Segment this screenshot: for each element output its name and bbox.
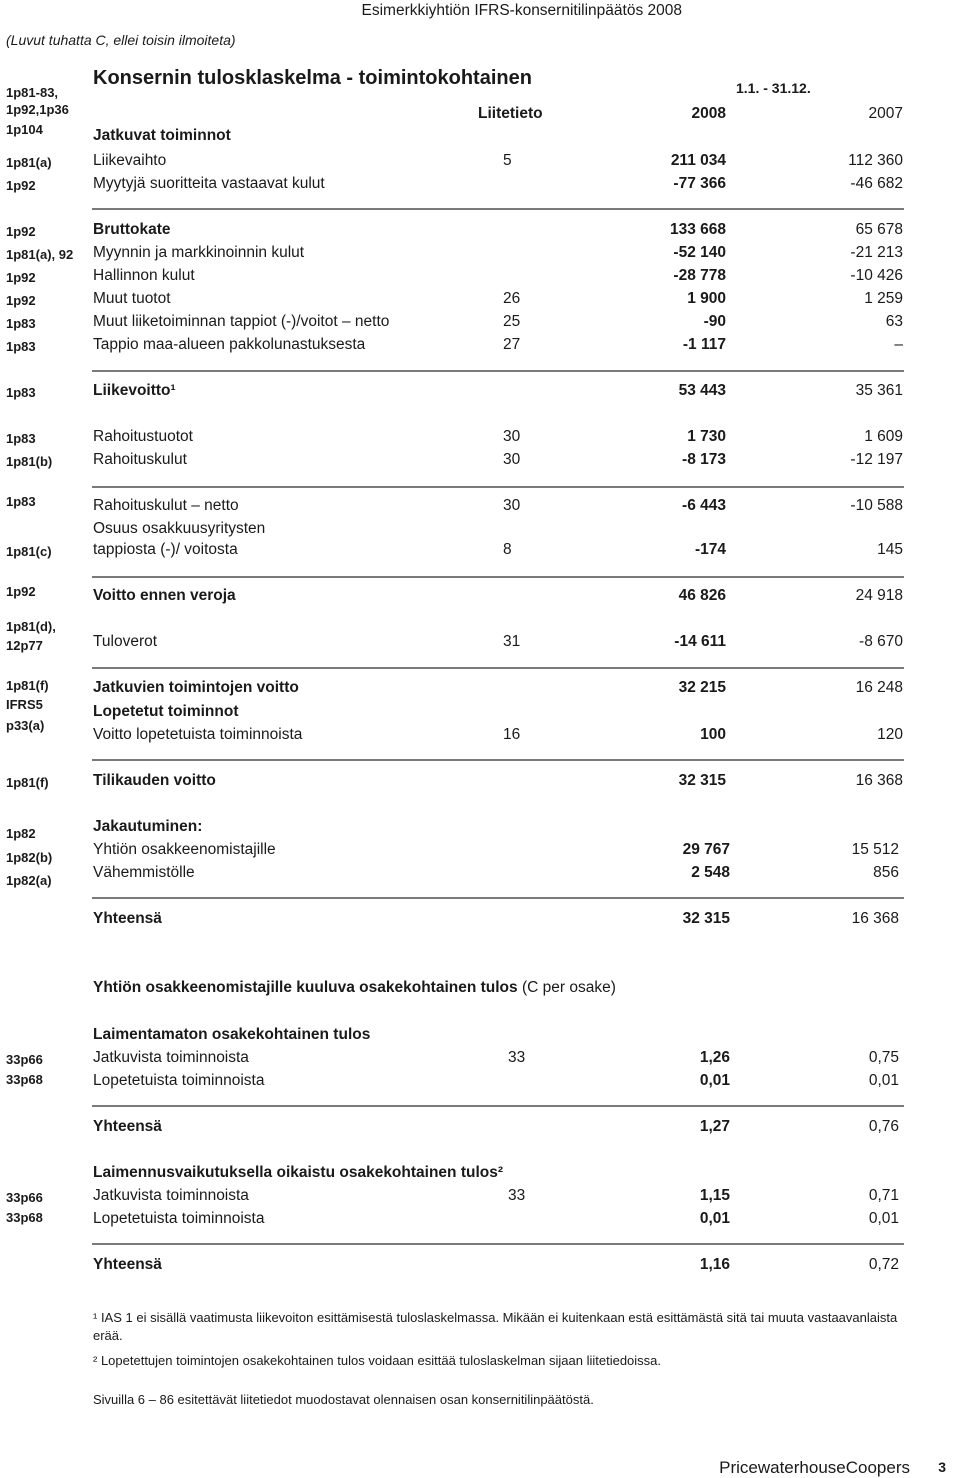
value-2007: 63 <box>885 313 903 330</box>
reference: 1p81(c) <box>6 544 52 559</box>
reference: 1p81(d), <box>6 619 56 634</box>
value-2008: 53 443 <box>678 382 726 399</box>
value-2008: 29 767 <box>682 841 730 858</box>
row-label: Yhteensä <box>93 910 162 927</box>
reference: 1p92 <box>6 178 36 193</box>
value-2008: -6 443 <box>682 497 726 514</box>
value-2007: 0,01 <box>868 1210 899 1227</box>
row-label: Rahoitustuotot <box>93 428 193 445</box>
table-row <box>0 428 960 448</box>
table-row <box>0 494 960 517</box>
table-row <box>0 221 960 241</box>
table-row <box>0 336 960 356</box>
section-heading: Lopetetut toiminnot <box>93 703 239 720</box>
reference: 1p82(b) <box>6 850 53 865</box>
value-2007: 856 <box>873 864 899 881</box>
column-header-note: Liitetieto <box>478 105 543 122</box>
reference: 1p83 <box>6 316 36 331</box>
footnote-2: ² Lopetettujen toimintojen osakekohtainen tulos voidaan esittää tuloslaskelman sijaan liitetiedoissa. <box>93 1353 662 1368</box>
value-2007: -10 588 <box>850 497 903 514</box>
value-2008: -174 <box>694 541 726 558</box>
row-note: 30 <box>503 451 521 468</box>
row-note: 8 <box>503 541 512 558</box>
value-2008: 2 548 <box>691 864 730 881</box>
table-row <box>0 864 960 884</box>
reference: 1p82(a) <box>6 873 52 888</box>
value-2008: -90 <box>703 313 726 330</box>
value-2007: 65 678 <box>855 221 903 238</box>
notes-reference: Sivuilla 6 – 86 esitettävät liitetiedot muodostavat olennaisen osan konsernitilinpäätöstä. <box>93 1392 594 1407</box>
row-label: Jatkuvista toiminnoista <box>93 1187 249 1204</box>
table-row <box>0 1210 960 1230</box>
value-2007: 0,01 <box>868 1072 899 1089</box>
value-2008: -52 140 <box>673 244 726 261</box>
reference: 1p81(f) <box>6 775 49 790</box>
page-number: 3 <box>938 1459 946 1475</box>
value-2007: -46 682 <box>850 175 903 192</box>
value-2007: 0,75 <box>868 1049 899 1066</box>
row-note: 30 <box>503 428 521 445</box>
value-2008: -28 778 <box>673 267 726 284</box>
table-row <box>0 541 960 561</box>
divider <box>92 370 904 372</box>
reference: 33p68 <box>6 1072 43 1087</box>
row-note: 30 <box>503 497 521 514</box>
reference: 1p104 <box>6 122 43 137</box>
row-label: Liikevoitto¹ <box>93 382 176 399</box>
value-2008: 1,15 <box>699 1187 730 1204</box>
value-2007: 35 361 <box>855 382 903 399</box>
value-2007: 16 368 <box>851 910 899 927</box>
value-2007: 0,71 <box>868 1187 899 1204</box>
section-heading: Laimentamaton osakekohtainen tulos <box>93 1026 371 1043</box>
row-label-line1: Osuus osakkuusyritysten <box>93 520 266 537</box>
table-row <box>0 175 960 195</box>
reference: 33p68 <box>6 1210 43 1225</box>
value-2007: -21 213 <box>850 244 903 261</box>
row-label: Voitto ennen veroja <box>93 587 236 604</box>
currency-note: (Luvut tuhatta C, ellei toisin ilmoiteta) <box>6 32 236 48</box>
row-label: Myytyjä suoritteita vastaavat kulut <box>93 175 325 192</box>
value-2008: 1 730 <box>687 428 726 445</box>
value-2008: -1 117 <box>682 336 726 353</box>
row-note: 31 <box>503 633 521 650</box>
divider <box>92 1105 904 1107</box>
table-row <box>0 1256 960 1276</box>
table-row <box>0 313 960 333</box>
row-label: Vähemmistölle <box>93 864 195 881</box>
divider <box>92 208 904 210</box>
reference: 1p81(a) <box>6 155 52 170</box>
row-label: Jatkuvista toiminnoista <box>93 1049 249 1066</box>
table-row <box>0 1049 960 1069</box>
row-note: 16 <box>503 726 521 743</box>
reference: 1p92 <box>6 584 36 599</box>
table-row <box>0 633 960 653</box>
reference: 1p92 <box>6 293 36 308</box>
value-2007: 1 259 <box>864 290 903 307</box>
row-note: 33 <box>508 1187 526 1204</box>
table-row <box>0 1164 960 1184</box>
reference: 1p83 <box>6 431 36 446</box>
value-2007: 145 <box>877 541 903 558</box>
row-label: Rahoituskulut – netto <box>93 497 239 514</box>
value-2007: 16 248 <box>855 679 903 696</box>
row-label: Lopetetuista toiminnoista <box>93 1210 265 1227</box>
row-label: Bruttokate <box>93 221 171 238</box>
reference: 1p83 <box>6 339 36 354</box>
value-2007: 0,76 <box>868 1118 899 1135</box>
row-note: 26 <box>503 290 521 307</box>
row-label: Tappio maa-alueen pakkolunastuksesta <box>93 336 366 353</box>
divider <box>92 667 904 669</box>
table-row <box>0 1026 960 1046</box>
footnote-1: ¹ IAS 1 ei sisällä vaatimusta liikevoiton esittämisestä tuloslaskelmassa. Mikään ei kuitenkaan estä esittämästä sitä tai muuta vastaavanlaista erää. <box>93 1310 898 1343</box>
value-2007: 15 512 <box>851 841 899 858</box>
row-label: Liikevaihto <box>93 152 167 169</box>
table-row <box>0 244 960 264</box>
table-row <box>0 382 960 402</box>
table-row <box>0 841 960 861</box>
reference: 1p92 <box>6 224 36 239</box>
divider <box>92 1243 904 1245</box>
value-2008: -8 173 <box>682 451 726 468</box>
reference: 1p81(a), 92 <box>6 247 74 262</box>
value-2008: 133 668 <box>669 221 726 238</box>
row-label: Lopetetuista toiminnoista <box>93 1072 265 1089</box>
value-2008: 1,26 <box>699 1049 730 1066</box>
value-2008: 100 <box>700 726 726 743</box>
section-heading: Jakautuminen: <box>93 818 203 835</box>
value-2007: – <box>894 336 903 353</box>
value-2008: 32 315 <box>678 772 726 789</box>
table-row <box>0 818 960 838</box>
table-row <box>0 1118 960 1138</box>
value-2008: 0,01 <box>699 1210 730 1227</box>
eps-heading-unit: (C per osake) <box>517 979 616 996</box>
value-2007: -12 197 <box>850 451 903 468</box>
reference: 33p66 <box>6 1052 43 1067</box>
table-row <box>0 290 960 310</box>
table-row <box>0 1072 960 1092</box>
table-row <box>0 451 960 471</box>
divider <box>92 897 904 899</box>
value-2008: -14 611 <box>674 633 726 650</box>
row-label: Voitto lopetetuista toiminnoista <box>93 726 303 743</box>
table-row <box>0 703 960 723</box>
table-row <box>0 1187 960 1207</box>
value-2008: 1 900 <box>687 290 726 307</box>
reference: 1p81-83, <box>6 85 59 100</box>
document-title: Esimerkkiyhtiön IFRS-konsernitilinpäätös 2008 <box>361 2 682 19</box>
row-label: tappiosta (-)/ voitosta <box>93 541 238 558</box>
row-note: 33 <box>508 1049 526 1066</box>
table-row <box>0 584 960 607</box>
section-heading: Laimennusvaikutuksella oikaistu osakekohtainen tulos² <box>93 1164 504 1181</box>
reference: 1p92 <box>6 270 36 285</box>
value-2007: -8 670 <box>859 633 903 650</box>
value-2007: 24 918 <box>855 587 903 604</box>
column-header-2007: 2007 <box>868 105 903 122</box>
statement-title: Konsernin tulosklaskelma - toimintokohtainen <box>93 67 532 89</box>
period-label: 1.1. - 31.12. <box>736 80 811 96</box>
divider <box>92 486 904 488</box>
reference: 1p83 <box>6 385 36 400</box>
divider <box>92 576 904 578</box>
row-note: 5 <box>503 152 512 169</box>
row-label: Hallinnon kulut <box>93 267 195 284</box>
column-header-2008: 2008 <box>691 105 726 122</box>
row-label: Muut liiketoiminnan tappiot (-)/voitot – netto <box>93 313 390 330</box>
table-row <box>0 726 960 746</box>
value-2008: 32 215 <box>678 679 726 696</box>
table-row <box>0 910 960 930</box>
value-2007: 120 <box>877 726 903 743</box>
reference: 1p82 <box>6 826 36 841</box>
value-2008: 1,27 <box>699 1118 730 1135</box>
row-label: Yhtiön osakkeenomistajille <box>93 841 276 858</box>
reference: p33(a) <box>6 718 45 733</box>
row-note: 25 <box>503 313 521 330</box>
reference: 1p83 <box>6 494 36 509</box>
row-label: Jatkuvien toimintojen voitto <box>93 679 299 696</box>
row-label: Yhteensä <box>93 1118 162 1135</box>
table-row <box>0 772 960 792</box>
eps-heading <box>93 979 616 997</box>
reference: 1p81(f) <box>6 678 49 693</box>
reference: 1p81(b) <box>6 454 53 469</box>
value-2008: 32 315 <box>682 910 730 927</box>
value-2008: 46 826 <box>678 587 726 604</box>
row-label: Muut tuotot <box>93 290 171 307</box>
divider <box>92 759 904 761</box>
table-row <box>0 679 960 699</box>
value-2007: 16 368 <box>855 772 903 789</box>
value-2008: 211 034 <box>670 152 726 169</box>
section-heading: Jatkuvat toiminnot <box>93 127 231 144</box>
row-label: Tuloverot <box>93 633 158 650</box>
value-2007: 0,72 <box>868 1256 899 1273</box>
row-label: Rahoituskulut <box>93 451 187 468</box>
value-2007: 112 360 <box>848 152 903 169</box>
eps-heading-text: Yhtiön osakkeenomistajille kuuluva osakekohtainen tulos <box>93 979 518 996</box>
row-label: Yhteensä <box>93 1256 162 1273</box>
row-label: Tilikauden voitto <box>93 772 216 789</box>
value-2008: 1,16 <box>699 1256 730 1273</box>
table-row <box>0 267 960 287</box>
value-2007: -10 426 <box>850 267 903 284</box>
table-row <box>0 152 960 172</box>
row-label: Myynnin ja markkinoinnin kulut <box>93 244 305 261</box>
reference: 1p92,1p36 <box>6 102 69 117</box>
row-note: 27 <box>503 336 521 353</box>
reference: IFRS5 <box>6 697 43 712</box>
reference: 12p77 <box>6 638 43 653</box>
value-2008: 0,01 <box>699 1072 730 1089</box>
footer-company: PricewaterhouseCoopers <box>719 1458 910 1477</box>
value-2007: 1 609 <box>864 428 903 445</box>
reference: 33p66 <box>6 1190 43 1205</box>
value-2008: -77 366 <box>673 175 726 192</box>
